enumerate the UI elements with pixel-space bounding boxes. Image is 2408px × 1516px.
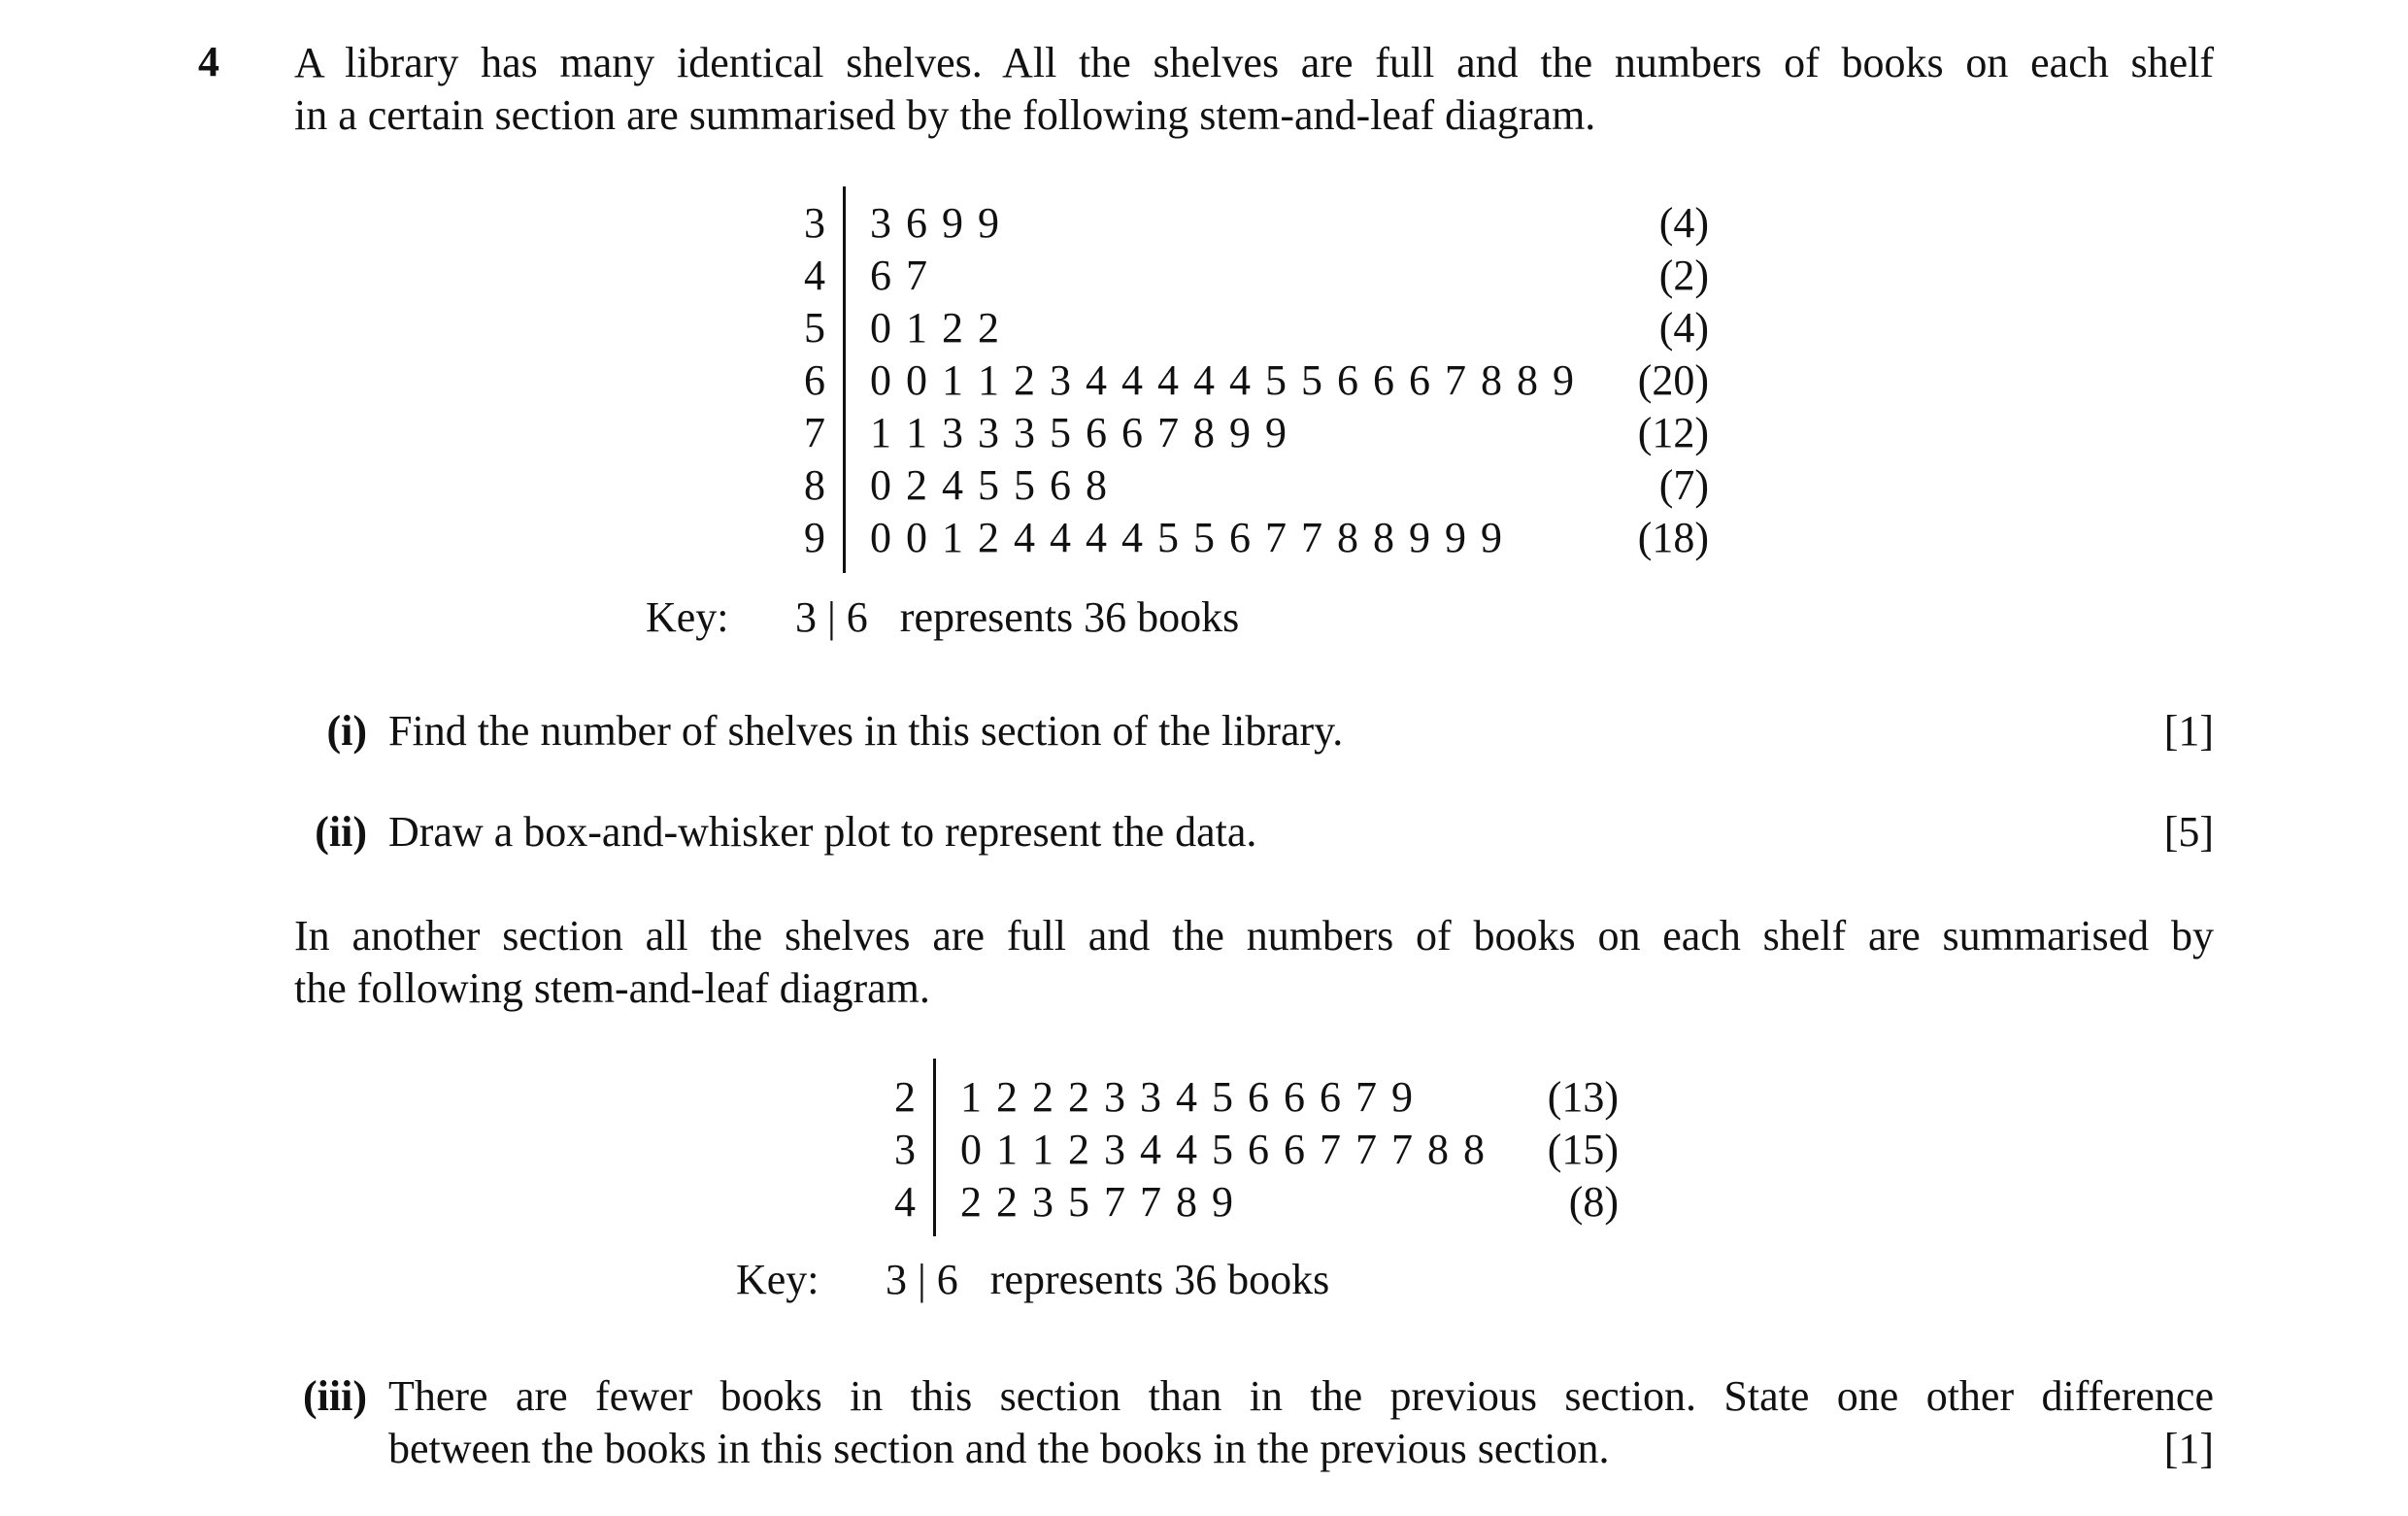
second-intro-line-1: In another section all the shelves are full and the numbers of books on each shelf are summarised by bbox=[294, 912, 2214, 960]
diagram1-key-label: Key: bbox=[646, 593, 729, 641]
leaves: 1 1 3 3 3 5 6 6 7 8 9 9 bbox=[870, 409, 1287, 456]
stem: 2 bbox=[894, 1073, 916, 1121]
part-iii-label: (iii) bbox=[303, 1372, 367, 1420]
leaves: 3 6 9 9 bbox=[870, 199, 999, 247]
stem: 3 bbox=[804, 199, 825, 247]
intro-line-1: A library has many identical shelves. All the shelves are full and the numbers of books on each shelf bbox=[294, 39, 2214, 86]
stem: 8 bbox=[804, 461, 825, 509]
stem: 4 bbox=[804, 252, 825, 299]
leaf-count: (15) bbox=[1547, 1126, 1619, 1173]
stem: 9 bbox=[804, 514, 825, 561]
part-iii-text bbox=[388, 1370, 2214, 1475]
part-ii-marks: [5] bbox=[2163, 808, 2214, 856]
leaves: 0 0 1 2 4 4 4 4 5 5 6 7 7 8 8 9 9 9 bbox=[870, 514, 1502, 561]
leaf-count: (2) bbox=[1658, 252, 1709, 299]
part-ii bbox=[0, 806, 2408, 859]
part-iii-line-2: between the books in this section and the books in the previous section. bbox=[388, 1425, 1610, 1472]
diagram1-row bbox=[0, 354, 2408, 407]
stem: 4 bbox=[894, 1178, 916, 1226]
second-intro-paragraph bbox=[294, 910, 2214, 1015]
stem: 7 bbox=[804, 409, 825, 456]
intro-line-2: in a certain section are summarised by the following stem-and-leaf diagram. bbox=[294, 91, 1596, 139]
leaf-count: (4) bbox=[1658, 199, 1709, 247]
leaves: 6 7 bbox=[870, 252, 927, 299]
stem: 3 bbox=[894, 1126, 916, 1173]
part-i-label: (i) bbox=[326, 707, 367, 755]
part-i bbox=[0, 705, 2408, 758]
leaves: 0 0 1 1 2 3 4 4 4 4 4 5 5 6 6 6 7 8 8 9 bbox=[870, 356, 1574, 404]
part-iii-marks: [1] bbox=[2163, 1425, 2214, 1472]
diagram1-row bbox=[0, 459, 2408, 512]
leaf-count: (8) bbox=[1568, 1178, 1619, 1226]
intro-paragraph bbox=[294, 37, 2214, 142]
leaf-count: (13) bbox=[1547, 1073, 1619, 1121]
leaves: 2 2 3 5 7 7 8 9 bbox=[960, 1178, 1233, 1226]
part-ii-text: Draw a box-and-whisker plot to represent the data. bbox=[388, 808, 1257, 856]
question-number: 4 bbox=[198, 38, 219, 85]
leaf-count: (20) bbox=[1637, 356, 1709, 404]
leaves: 1 2 2 2 3 3 4 5 6 6 6 7 9 bbox=[960, 1073, 1413, 1121]
diagram1-row bbox=[0, 197, 2408, 250]
stem: 5 bbox=[804, 304, 825, 352]
leaf-count: (12) bbox=[1637, 409, 1709, 456]
leaf-count: (4) bbox=[1658, 304, 1709, 352]
diagram2-row bbox=[0, 1071, 2408, 1124]
diagram1-row bbox=[0, 250, 2408, 302]
diagram2-row bbox=[0, 1124, 2408, 1176]
stem: 6 bbox=[804, 356, 825, 404]
part-i-marks: [1] bbox=[2163, 707, 2214, 755]
leaf-count: (7) bbox=[1658, 461, 1709, 509]
leaves: 0 1 2 2 bbox=[870, 304, 999, 352]
part-i-text: Find the number of shelves in this section of the library. bbox=[388, 707, 1344, 755]
diagram2-key-label: Key: bbox=[736, 1256, 819, 1303]
diagram1-row bbox=[0, 407, 2408, 459]
diagram2-row bbox=[0, 1176, 2408, 1229]
leaves: 0 2 4 5 5 6 8 bbox=[870, 461, 1107, 509]
diagram1-key-text: 3 | 6 represents 36 books bbox=[795, 593, 1240, 641]
diagram2-key-text: 3 | 6 represents 36 books bbox=[886, 1256, 1330, 1303]
part-iii-line-1: There are fewer books in this section than in the previous section. State one other difference bbox=[388, 1372, 2214, 1420]
second-intro-line-2: the following stem-and-leaf diagram. bbox=[294, 964, 930, 1012]
part-ii-label: (ii) bbox=[315, 808, 367, 856]
leaf-count: (18) bbox=[1637, 514, 1709, 561]
leaves: 0 1 1 2 3 4 4 5 6 6 7 7 7 8 8 bbox=[960, 1126, 1485, 1173]
diagram1-row bbox=[0, 512, 2408, 564]
diagram1-row bbox=[0, 302, 2408, 354]
